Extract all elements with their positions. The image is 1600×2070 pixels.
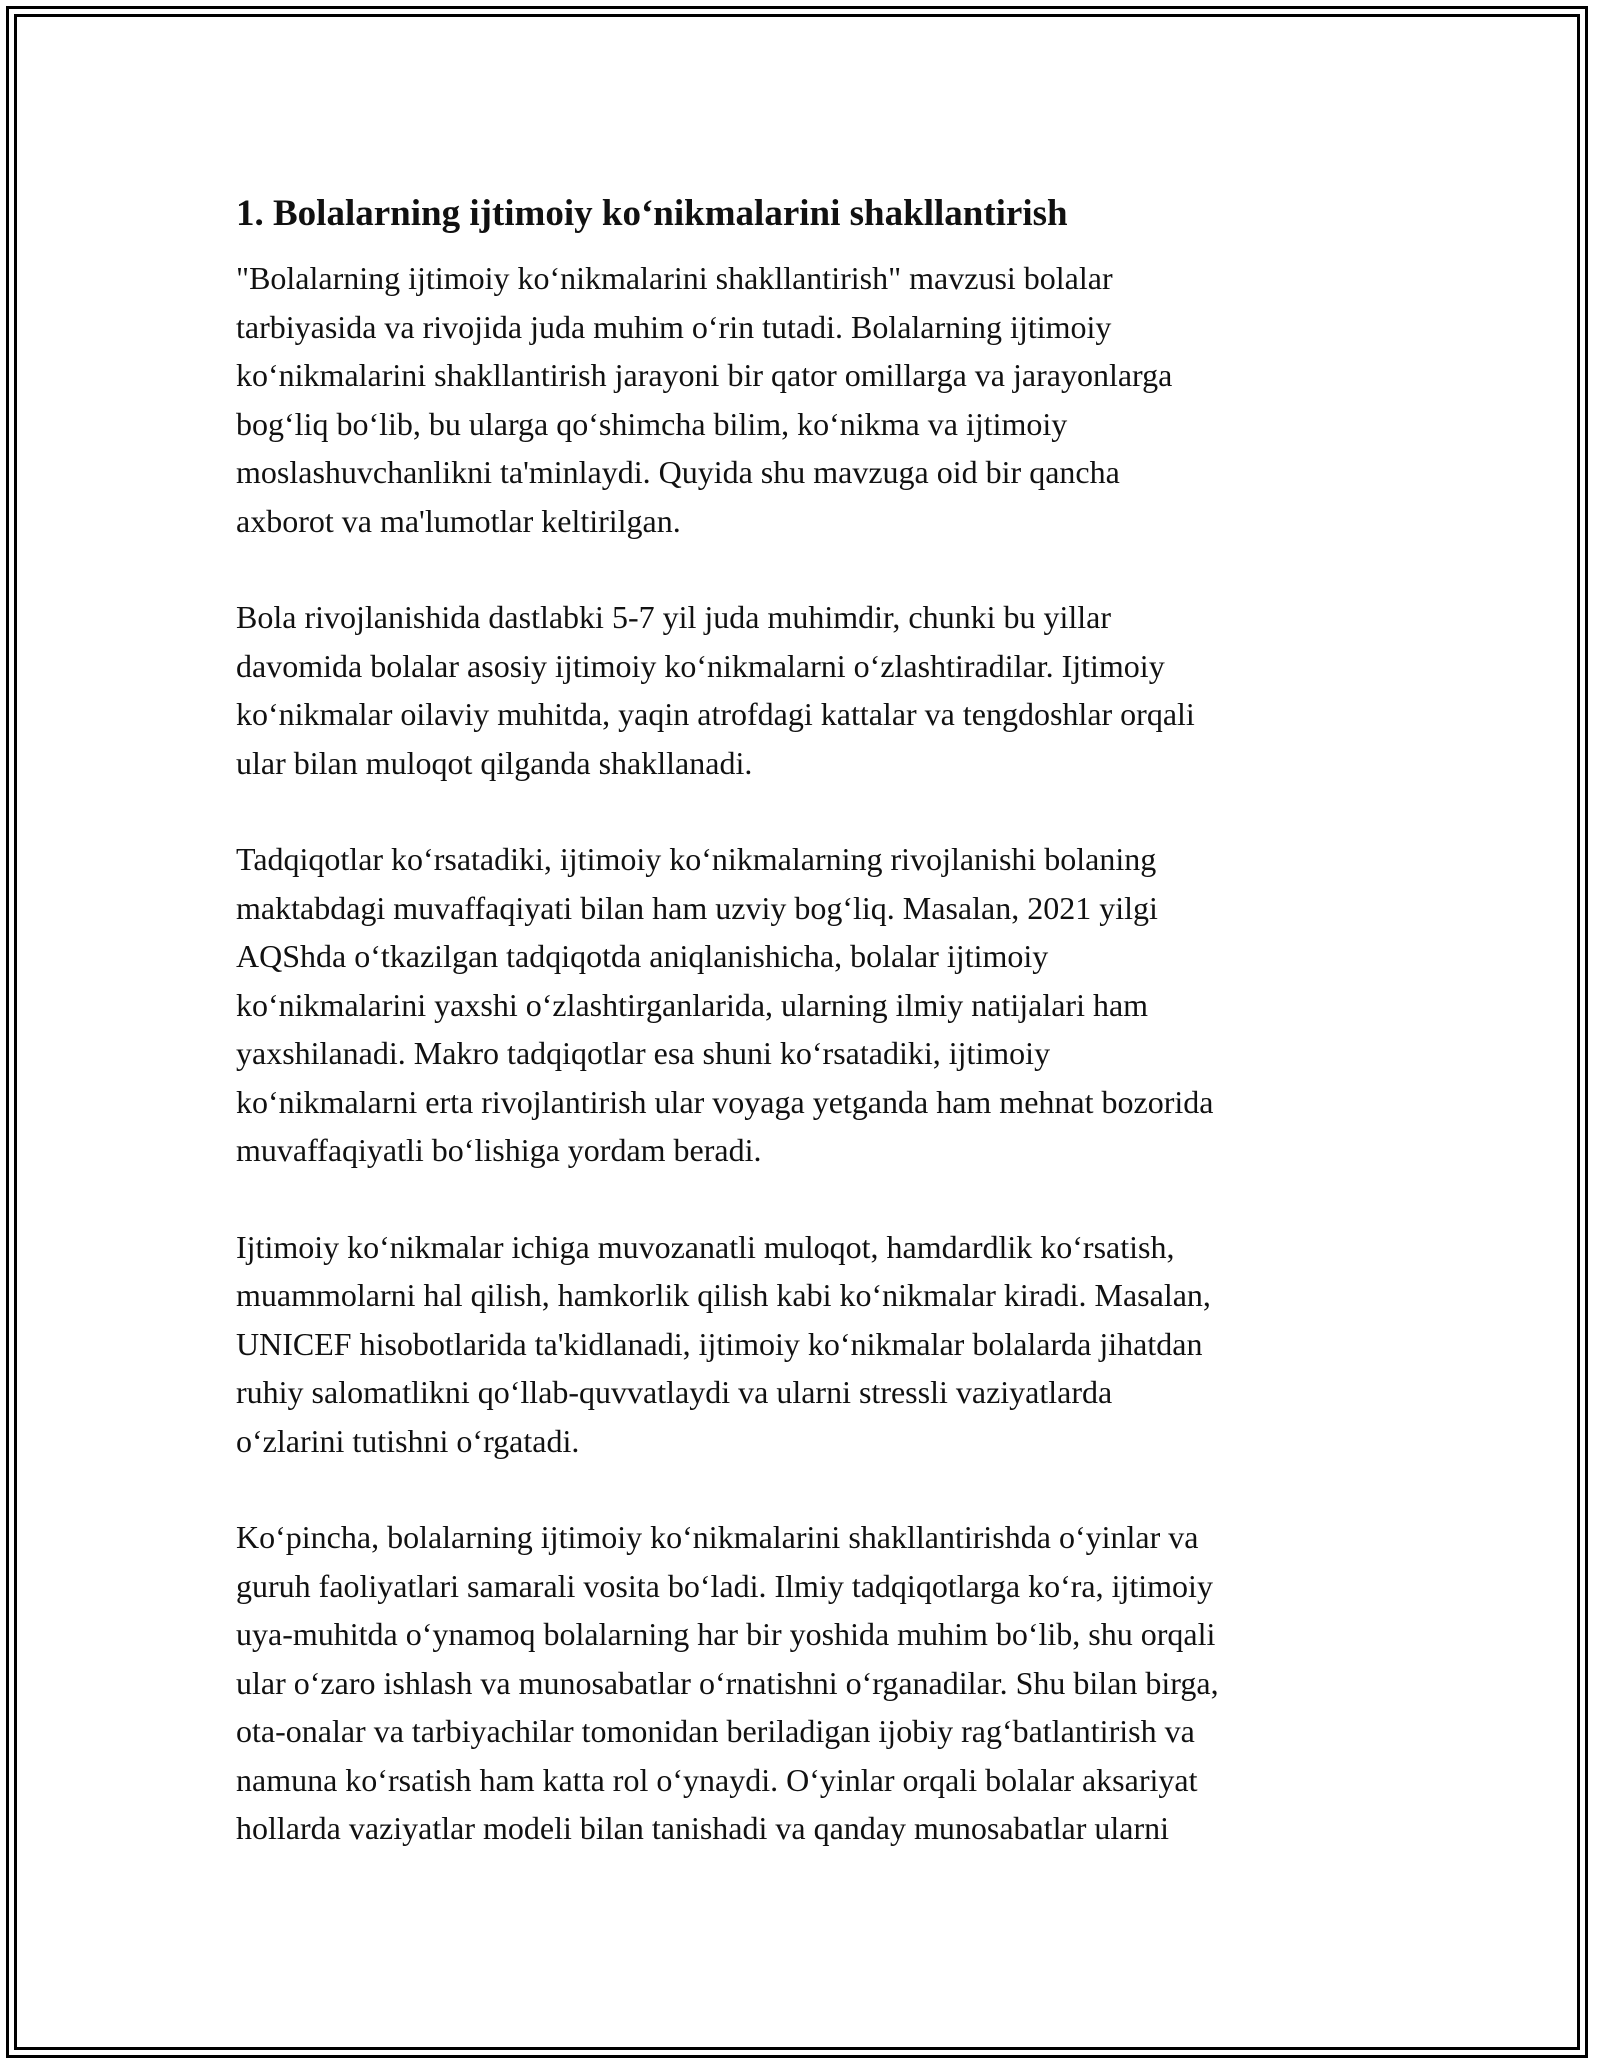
paragraph-early-years: Bola rivojlanishida dastlabki 5-7 yil juda muhimdir, chunki bu yillar davomida bolalar asosiy ijtimoiy ko‘nikmalarni o‘zlashtiradilar. Ijtimoiy ko‘nikmalar oilaviy muhitda, yaqin atrofdagi kattalar va tengdoshlar orqali ular bilan muloqot qilganda shakllanadi.: [236, 599, 1195, 781]
document-body: [236, 184, 1386, 1901]
paragraph-games: Ko‘pincha, bolalarning ijtimoiy ko‘nikmalarini shakllantirishda o‘yinlar va guruh faoliyatlari samarali vosita bo‘ladi. Ilmiy tadqiqotlarga ko‘ra, ijtimoiy uya-muhitda o‘ynamoq bolalarning har bir yoshida muhim bo‘lib, shu orqali ular o‘zaro ishlash va munosabatlar o‘rnatishni o‘rganadilar. Shu bilan birga, ota-onalar va tarbiyachilar tomonidan beriladigan ijobiy rag‘batlantirish va namuna ko‘rsatish ham katta rol o‘ynaydi. O‘yinlar orqali bolalar aksariyat hollarda vaziyatlar modeli bilan tanishadi va qanday munosabatlar ularni: [236, 1519, 1219, 1846]
paragraph-skills-list: Ijtimoiy ko‘nikmalar ichiga muvozanatli muloqot, hamdardlik ko‘rsatish, muammolarni hal qilish, hamkorlik qilish kabi ko‘nikmalar kiradi. Masalan, UNICEF hisobotlarida ta'kidlanadi, ijtimoiy ko‘nikmalar bolalarda jihatdan ruhiy salomatlikni qo‘llab-quvvatlaydi va ularni stressli vaziyatlarda o‘zlarini tutishni o‘rgatadi.: [236, 1228, 1211, 1459]
page-title: 1. Bolalarning ijtimoiy ko‘nikmalarini shakllantirish: [236, 193, 1068, 234]
paragraph-research: Tadqiqotlar ko‘rsatadiki, ijtimoiy ko‘nikmalarning rivojlanishi bolaning maktabdagi muvaffaqiyati bilan ham uzviy bog‘liq. Masalan, 2021 yilgi AQShda o‘tkazilgan tadqiqotda aniqlanishicha, bolalar ijtimoiy ko‘nikmalarini yaxshi o‘zlashtirganlarida, ularning ilmiy natijalari ham yaxshilanadi. Makro tadqiqotlar esa shuni ko‘rsatadiki, ijtimoiy ko‘nikmalarni erta rivojlantirish ular voyaga yetganda ham mehnat bozorida muvaffaqiyatli bo‘lishiga yordam beradi.: [236, 841, 1214, 1168]
paragraph-intro: "Bolalarning ijtimoiy ko‘nikmalarini shakllantirish" mavzusi bolalar tarbiyasida va rivojida juda muhim o‘rin tutadi. Bolalarning ijtimoiy ko‘nikmalarini shakllantirish jarayoni bir qator omillarga va jarayonlarga bog‘liq bo‘lib, bu ularga qo‘shimcha bilim, ko‘nikma va ijtimoiy moslashuvchanlikni ta'minlaydi. Quyida shu mavzuga oid bir qancha axborot va ma'lumotlar keltirilgan.: [236, 260, 1173, 539]
